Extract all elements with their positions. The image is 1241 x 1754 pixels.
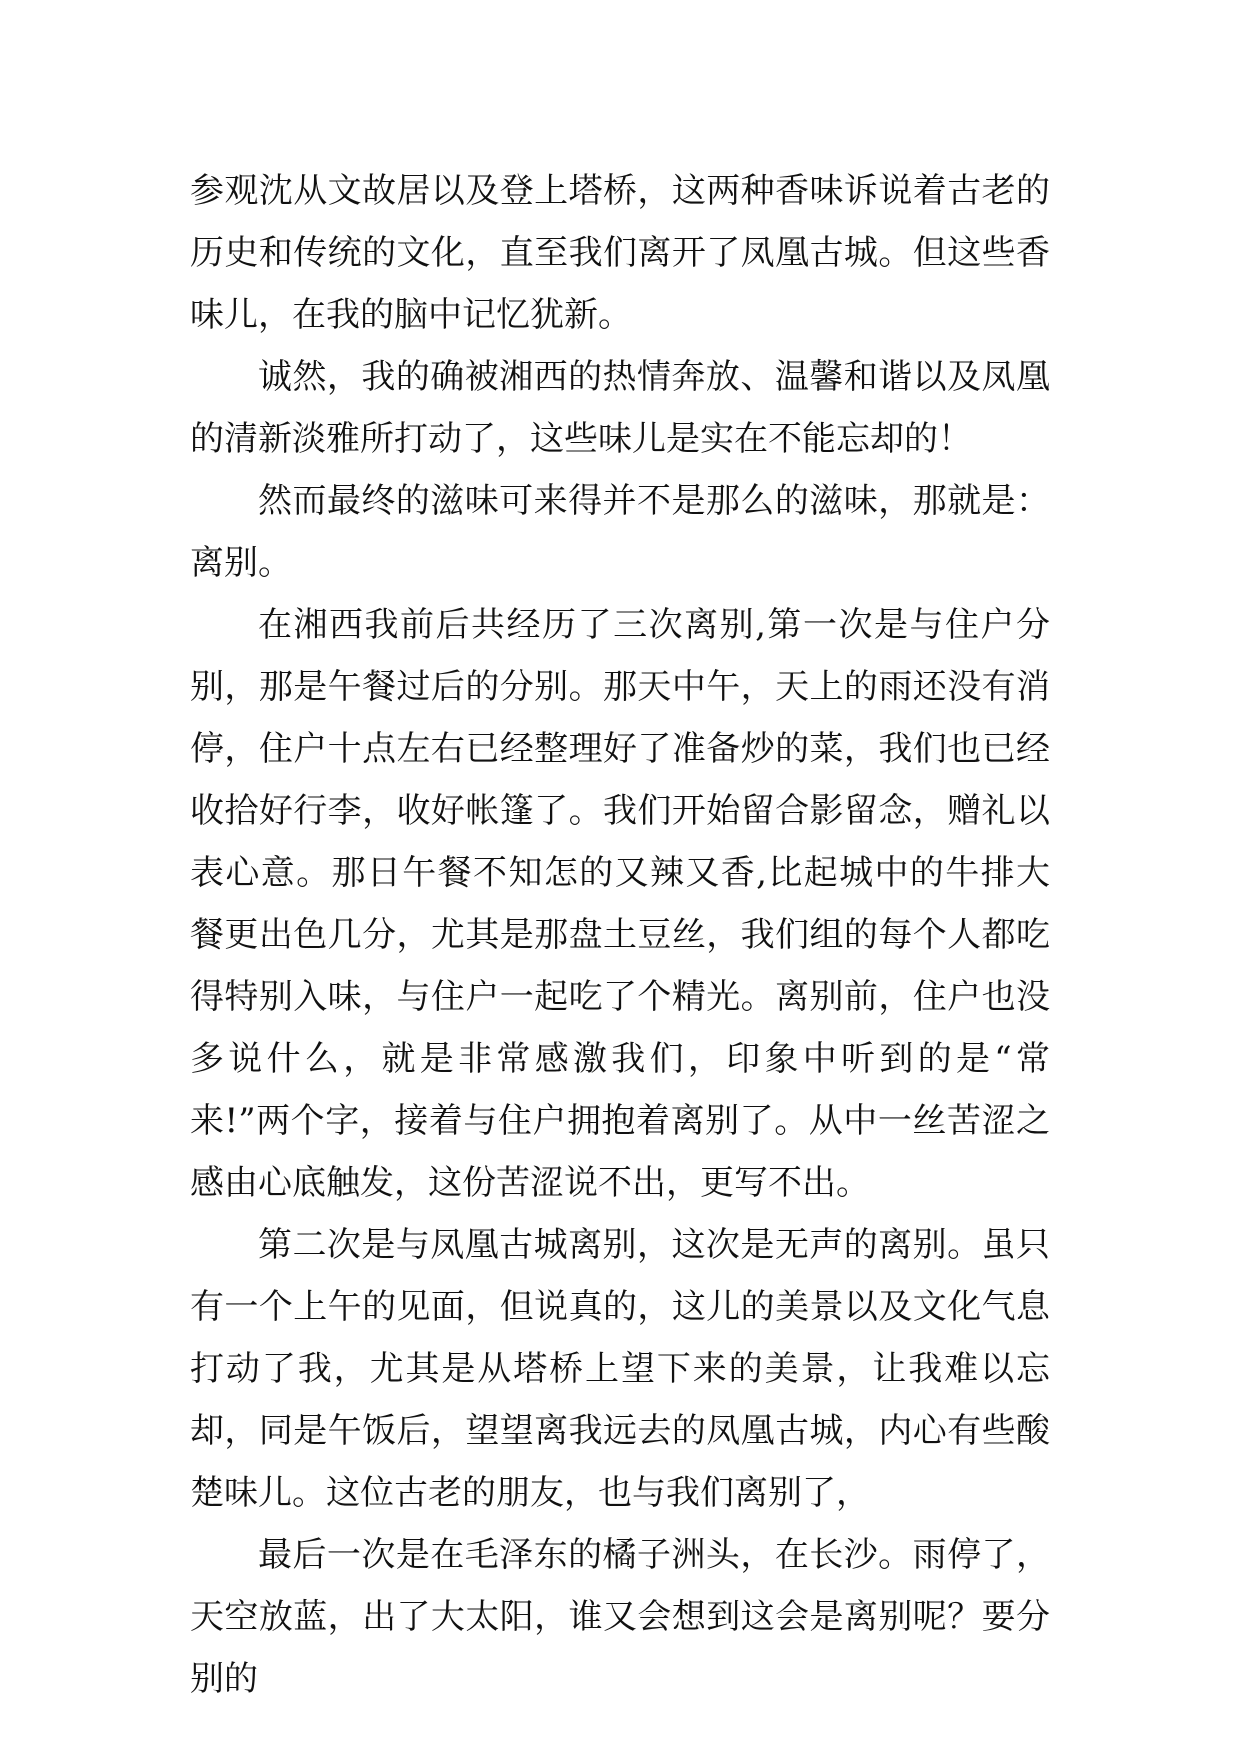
paragraph-5: 第二次是与凤凰古城离别，这次是无声的离别。虽只有一个上午的见面，但说真的，这儿的美景以及文化气息打动了我，尤其是从塔桥上望下来的美景，让我难以忘却，同是午饭后，望望离我远去的凤凰古城，内心有些酸楚味儿。这位古老的朋友，也与我们离别了， [190, 1225, 1050, 1513]
paragraph-6: 最后一次是在毛泽东的橘子洲头，在长沙。雨停了，天空放蓝，出了大太阳，谁又会想到这会是离别呢？要分别的 [190, 1535, 1050, 1699]
paragraph-1: 参观沈从文故居以及登上塔桥，这两种香味诉说着古老的历史和传统的文化，直至我们离开了凤凰古城。但这些香味儿，在我的脑中记忆犹新。 [190, 171, 1050, 335]
document-body [190, 160, 1050, 1710]
paragraph-4: 在湘西我前后共经历了三次离别,第一次是与住户分别，那是午餐过后的分别。那天中午，天上的雨还没有消停，住户十点左右已经整理好了准备炒的菜，我们也已经收拾好行李，收好帐篷了。我们开始留合影留念，赠礼以表心意。那日午餐不知怎的又辣又香,比起城中的牛排大餐更出色几分，尤其是那盘土豆丝，我们组的每个人都吃得特别入味，与住户一起吃了个精光。离别前，住户也没多说什么，就是非常感激我们，印象中听到的是“常来!”两个字，接着与住户拥抱着离别了。从中一丝苦涩之感由心底触发，这份苦涩说不出，更写不出。 [190, 605, 1050, 1203]
paragraph-2: 诚然，我的确被湘西的热情奔放、温馨和谐以及凤凰的清新淡雅所打动了，这些味儿是实在不能忘却的！ [190, 357, 1050, 459]
paragraph-3: 然而最终的滋味可来得并不是那么的滋味，那就是：离别。 [190, 481, 1050, 583]
